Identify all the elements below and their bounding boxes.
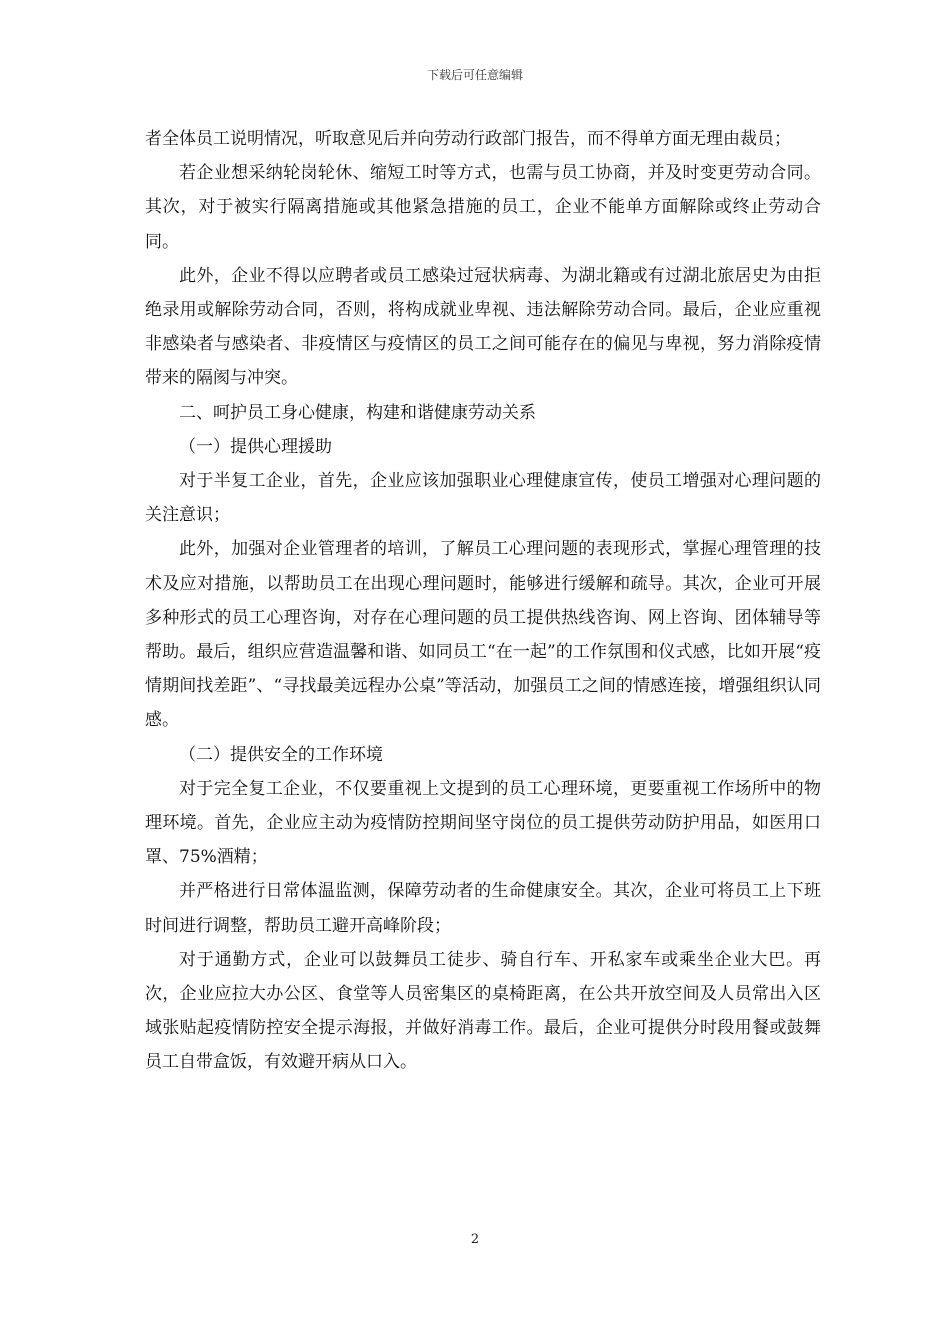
section-heading: 二、呵护员工身心健康，构建和谐健康劳动关系 xyxy=(179,402,536,423)
paragraph: 此外，企业不得以应聘者或员工感染过冠状病毒、为湖北籍或有过湖北旅居史为由拒绝录用或解除劳动合同，否则，将构成就业卑视、违法解除劳动合同。最后，企业应重视非感染者与感染者、非疫情区与疫情区的员工之间可能存在的偏见与卑视，努力消除疫情带来的隔阂与冲突。 xyxy=(145,265,821,389)
page-number: 2 xyxy=(470,1232,480,1247)
paragraph-continuation: 者全体员工说明情况，听取意见后并向劳动行政部门报告，而不得单方面无理由裁员； xyxy=(145,129,791,149)
paragraph: 若企业想采纳轮岗轮休、缩短工时等方式，也需与员工协商，并及时变更劳动合同。其次，对于被实行隔离措施或其他紧急措施的员工，企业不能单方面解除或终止劳动合同。 xyxy=(145,163,821,252)
paragraph: 对于半复工企业，首先，企业应该加强职业心理健康宣传，使员工增强对心理问题的关注意识； xyxy=(145,471,821,526)
paragraph: 对于完全复工企业，不仅要重视上文提到的员工心理环境，更要重视工作场所中的物理环境。首先，企业应主动为疫情防控期间坚守岗位的员工提供劳动防护用品，如医用口罩、75%酒精； xyxy=(145,778,821,868)
paragraph: 对于通勤方式，企业可以鼓舞员工徒步、骑自行车、开私家车或乘坐企业大巴。再次，企业应拉大办公区、食堂等人员密集区的桌椅距离，在公共开放空间及人员常出入区域张贴起疫情防控安全提示海报，并做好消毒工作。最后，企业可提供分时段用餐或鼓舞员工自带盒饭，有效避开病从口入。 xyxy=(145,949,821,1073)
paragraph: 并严格进行日常体温监测，保障劳动者的生命健康安全。其次，企业可将员工上下班时间进行调整，帮助员工避开高峰阶段； xyxy=(145,881,821,936)
paragraph: 此外，加强对企业管理者的培训，了解员工心理问题的表现形式，掌握心理管理的技术及应对措施，以帮助员工在出现心理问题时，能够进行缓解和疏导。其次，企业可开展多种形式的员工心理咨询，对存在心理问题的员工提供热线咨询、网上咨询、团体辅导等帮助。最后，组织应营造温馨和谐、如同员工“在一起”的工作氛围和仪式感，比如开展“疫情期间找差距”、“寻找最美远程办公桌”等活动，加强员工之间的情感连接，增强组织认同感。 xyxy=(145,539,821,731)
document-body xyxy=(145,122,821,1080)
page-header: 下载后可任意编辑 xyxy=(426,68,523,82)
subsection-heading: （一）提供心理援助 xyxy=(179,436,332,457)
subsection-heading: （二）提供安全的工作环境 xyxy=(179,744,383,765)
